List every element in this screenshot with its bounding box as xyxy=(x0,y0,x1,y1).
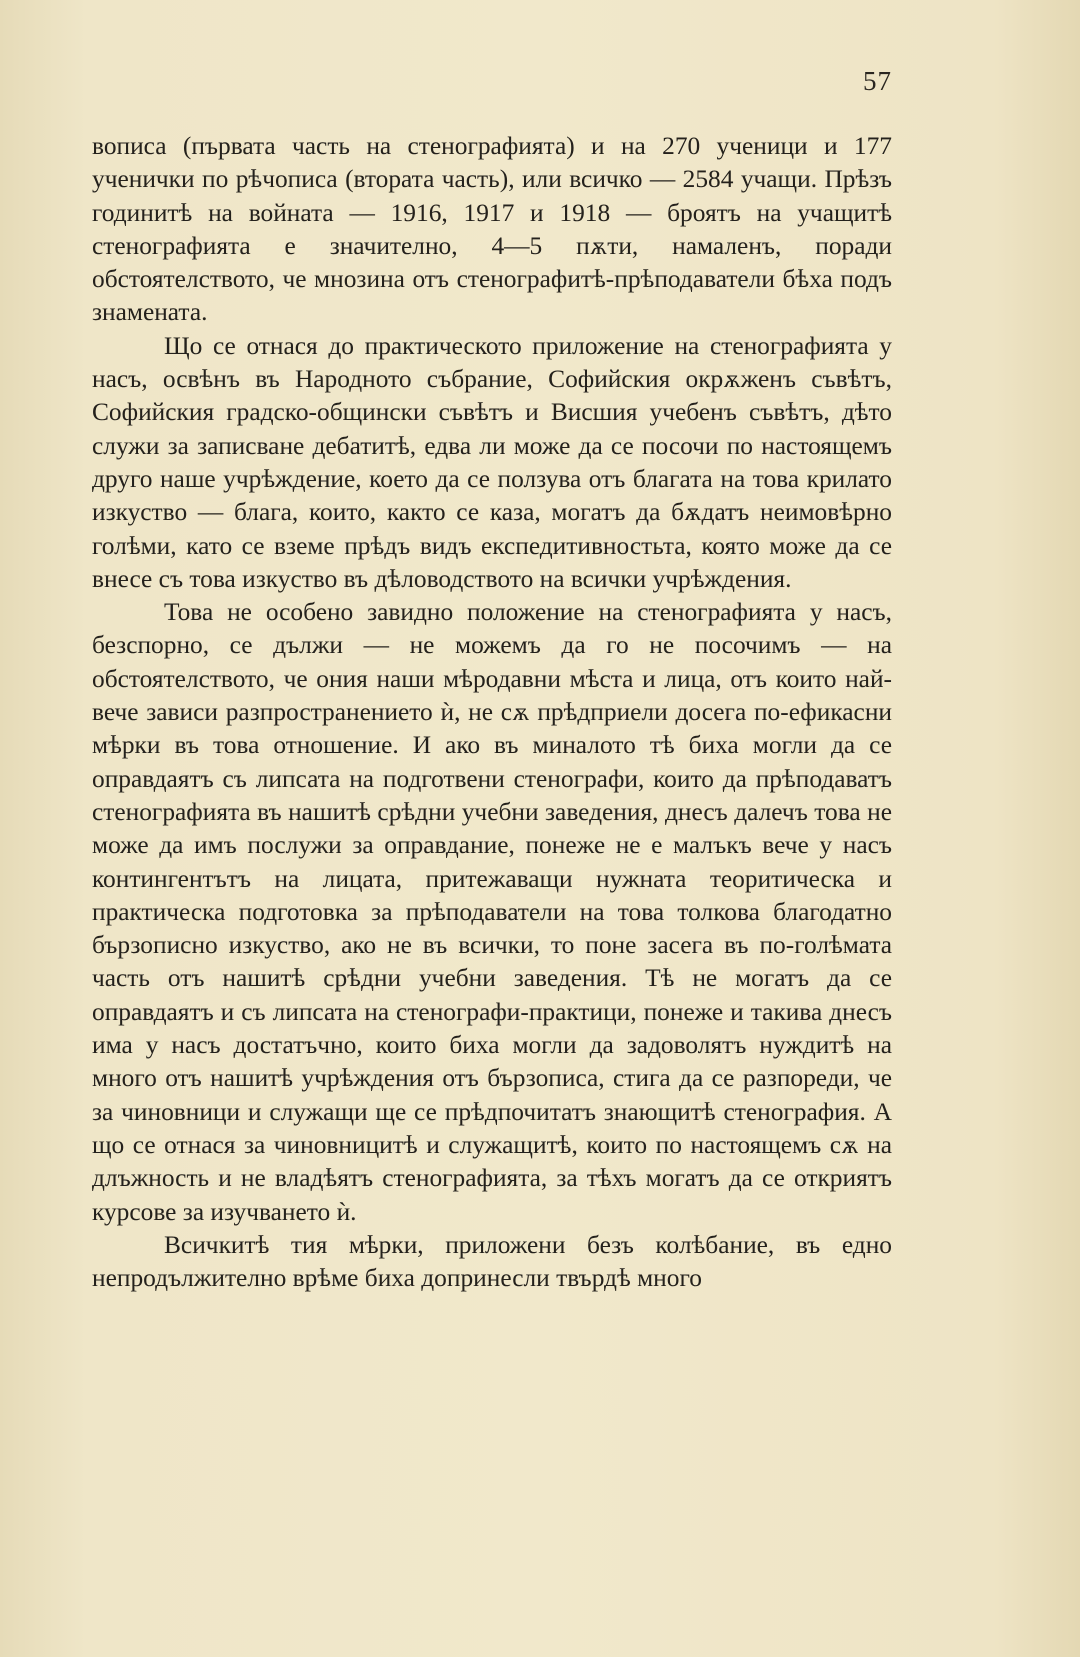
body-text xyxy=(92,130,892,1295)
paragraph: Това не особено завидно положение на стенографията у насъ, безспорно, се дължи — не можемъ да го не посочимъ — на обстоятелството, че ония наши мѣродавни мѣста и лица, отъ които най-вече зависи разпространението ѝ, не сѫ прѣдприели досега по-ефикасни мѣрки въ това отношение. И ако въ миналото тѣ биха могли да се оправдаятъ съ липсата на подготвени стенографи, които да прѣподаватъ стенографията въ нашитѣ срѣдни учебни заведения, днесъ далечъ това не може да имъ послужи за оправдание, понеже не е малъкъ вече у насъ контингентътъ на лицата, притежаващи нужната теоритическа и практическа подготовка за прѣподаватели на това толкова благодатно бързописно изкуство, ако не въ всички, то поне засега въ по-голѣмата часть отъ нашитѣ срѣдни учебни заведения. Тѣ не могатъ да се оправдаятъ и съ липсата на стенографи-практици, понеже и такива днесъ има у насъ достатъчно, които биха могли да задоволятъ нуждитѣ на много отъ нашитѣ учрѣждения отъ бързописа, стига да се разпореди, че за чиновници и служащи ще се прѣдпочитатъ знающитѣ стенография. А що се отнася за чиновницитѣ и служащитѣ, които по настоящемъ сѫ на длъжность и не владѣятъ стенографията, за тѣхъ могатъ да се откриятъ курсове за изучването ѝ. xyxy=(92,598,892,1226)
paragraph: Що се отнася до практическото приложение на стенографията у насъ, освѣнъ въ Народното събрание, Софийския окрѫженъ съвѣтъ, Софийския градско-общински съвѣтъ и Висшия учебенъ съвѣтъ, дѣто служи за записване дебатитѣ, едва ли може да се посочи по настоящемъ друго наше учрѣждение, което да се ползува отъ благата на това крилато изкуство — блага, които, както се каза, могатъ да бѫдатъ неимовѣрно голѣми, като се вземе прѣдъ видъ експедитивностьта, която може да се внесе съ това изкуство въ дѣловодството на всички учрѣждения. xyxy=(92,331,892,593)
page-number: 57 xyxy=(863,66,892,96)
paragraph: Всичкитѣ тия мѣрки, приложени безъ колѣбание, въ едно непродължително врѣме биха допринесли твърдѣ много xyxy=(92,1230,892,1293)
paragraph: вописа (първата часть на стенографията) и на 270 ученици и 177 ученички по рѣчописа (втората часть), или всичко — 2584 учащи. Прѣзъ годинитѣ на войната — 1916, 1917 и 1918 — броятъ на учащитѣ стенографията е значително, 4—5 пѫти, намаленъ, поради обстоятелството, че мнозина отъ стенографитѣ-прѣподаватели бѣха подъ знамената. xyxy=(92,132,892,327)
